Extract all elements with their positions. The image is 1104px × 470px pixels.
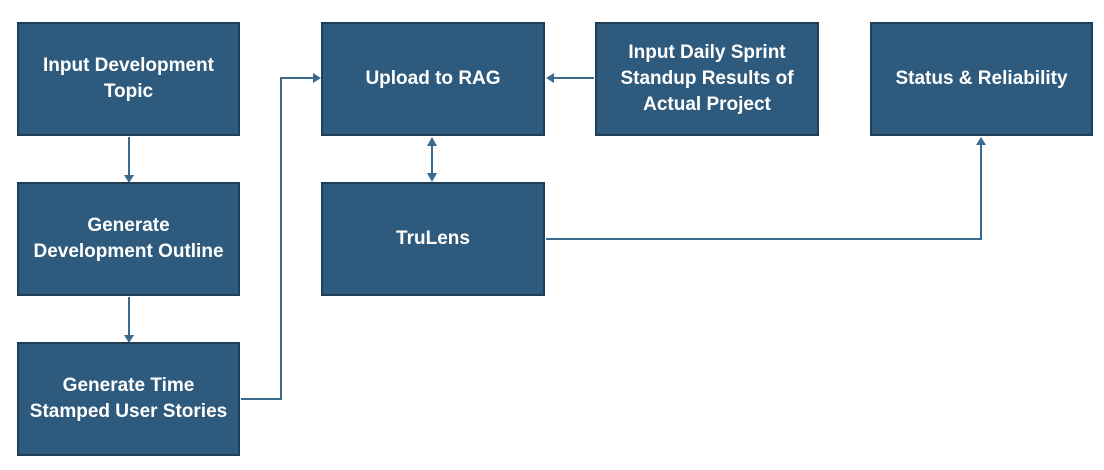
node-label: Upload to RAG	[365, 68, 501, 89]
node-upload-to-rag	[321, 22, 545, 136]
connector-trulens-to-status	[546, 144, 981, 239]
arrowhead-up-icon	[976, 137, 986, 145]
node-input-daily-standup	[595, 22, 819, 136]
node-label: Generate Development Outline	[33, 215, 224, 262]
node-trulens	[321, 182, 545, 296]
connector-stories-to-rag	[241, 78, 314, 399]
node-label: Input Development Topic	[42, 55, 214, 102]
node-label: TruLens	[396, 228, 470, 249]
arrowhead-right-icon	[313, 73, 321, 83]
node-generate-development-outline	[17, 182, 240, 296]
arrowhead-left-icon	[546, 73, 554, 83]
arrowhead-up-icon	[427, 137, 437, 146]
arrowhead-down-icon	[427, 173, 437, 182]
node-label: Generate Time Stamped User Stories	[29, 375, 228, 422]
node-status-reliability	[870, 22, 1093, 136]
node-label: Status & Reliability	[895, 68, 1068, 89]
node-input-development-topic	[17, 22, 240, 136]
node-generate-user-stories	[17, 342, 240, 456]
node-label: Input Daily Sprint Standup Results of Actual Project	[620, 42, 794, 115]
